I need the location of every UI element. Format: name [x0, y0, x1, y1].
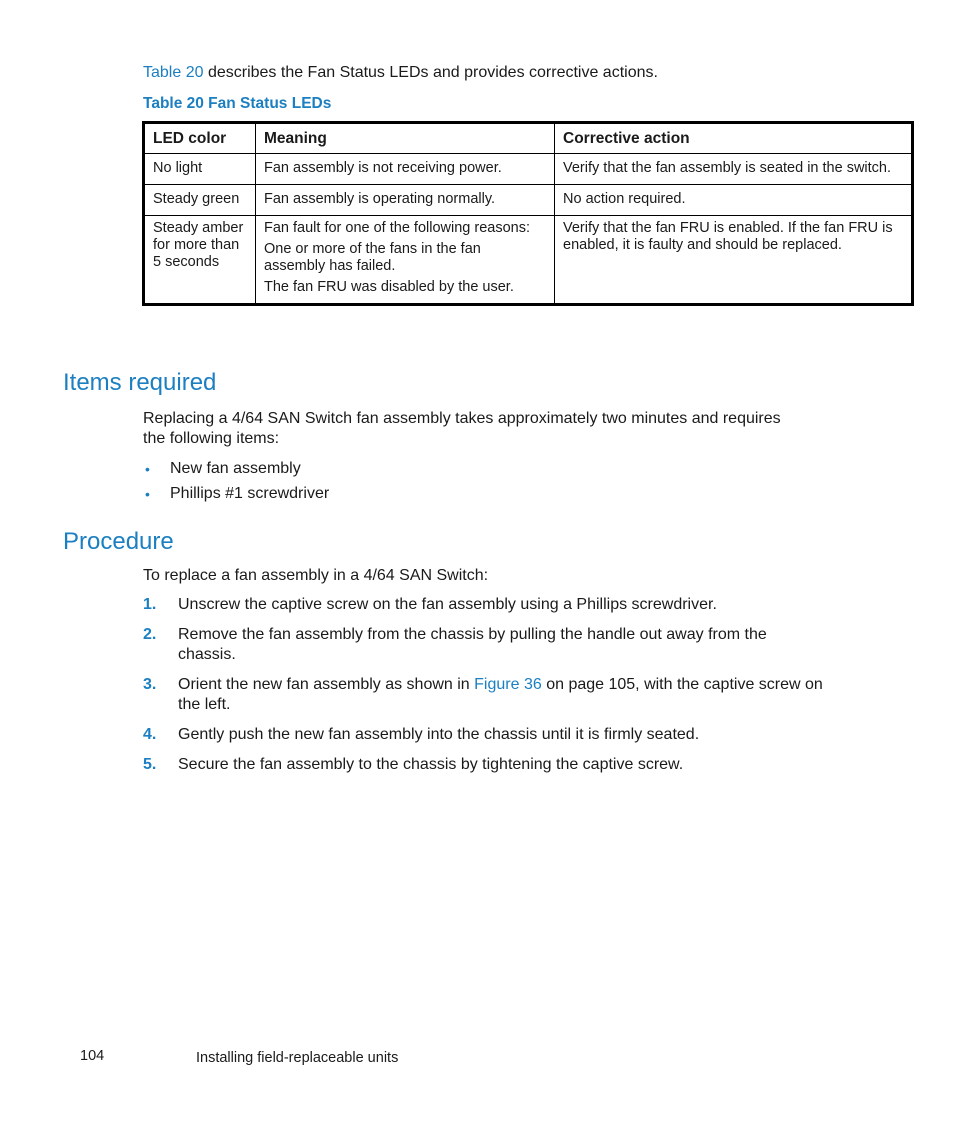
figure-36-link[interactable]: Figure 36 — [474, 676, 542, 693]
meaning-cell — [256, 216, 555, 305]
step-number: 4. — [143, 726, 157, 743]
step-text: Remove the fan assembly from the chassis by pulling the handle out away from the chassis. — [178, 626, 767, 663]
led-color-cell: Steady amber for more than 5 seconds — [144, 216, 256, 305]
step-text: Secure the fan assembly to the chassis by tightening the captive screw. — [178, 756, 684, 773]
step-number: 3. — [143, 676, 157, 693]
meaning-cell — [256, 185, 555, 216]
table-caption: Table 20 Fan Status LEDs — [143, 95, 332, 112]
action-cell: Verify that the fan FRU is enabled. If the fan FRU is enabled, it is faulty and should be replaced. — [555, 216, 913, 305]
step-text: Unscrew the captive screw on the fan assembly using a Phillips screwdriver. — [178, 596, 717, 613]
meaning-cell — [256, 154, 555, 185]
table-20-link[interactable]: Table 20 — [143, 64, 204, 81]
table-row — [144, 185, 913, 216]
step-text-after: on page 105, with the captive screw on the left. — [178, 676, 823, 713]
action-cell: Verify that the fan assembly is seated in the switch. — [555, 154, 913, 185]
bullet-icon: • — [145, 461, 150, 477]
meaning-text: One or more of the fans in the fan assembly has failed. — [264, 241, 481, 274]
table-row — [144, 154, 913, 185]
step-text-before: Orient the new fan assembly as shown in — [178, 676, 475, 693]
items-required-text: Replacing a 4/64 SAN Switch fan assembly takes approximately two minutes and requires the following items: — [143, 410, 781, 447]
step-item — [143, 625, 823, 665]
footer-chapter-title: Installing field-replaceable units — [196, 1050, 399, 1066]
meaning-text: Fan assembly is operating normally. — [264, 191, 496, 207]
led-color-cell: No light — [144, 154, 256, 185]
procedure-heading: Procedure — [63, 528, 174, 555]
step-item — [143, 725, 823, 745]
list-item-text: New fan assembly — [170, 460, 301, 477]
meaning-text: The fan FRU was disabled by the user. — [264, 279, 514, 295]
table-header-row — [144, 123, 913, 154]
step-number: 5. — [143, 756, 157, 773]
intro-text: describes the Fan Status LEDs and provides corrective actions. — [203, 64, 658, 81]
step-item — [143, 755, 823, 775]
items-required-heading: Items required — [63, 369, 217, 396]
meaning-text: Fan fault for one of the following reasons: — [264, 220, 530, 236]
step-number: 2. — [143, 626, 157, 643]
list-item — [143, 483, 329, 508]
list-item — [143, 458, 329, 483]
intro-paragraph — [143, 64, 658, 82]
fan-status-table — [142, 121, 914, 306]
meaning-text: Fan assembly is not receiving power. — [264, 160, 502, 176]
table-row — [144, 216, 913, 305]
step-item — [143, 675, 823, 715]
items-list — [143, 458, 329, 508]
bullet-icon: • — [145, 486, 150, 502]
action-cell: No action required. — [555, 185, 913, 216]
step-number: 1. — [143, 596, 157, 613]
step-text: Gently push the new fan assembly into the chassis until it is firmly seated. — [178, 726, 700, 743]
procedure-intro: To replace a fan assembly in a 4/64 SAN Switch: — [143, 567, 489, 584]
led-color-cell: Steady green — [144, 185, 256, 216]
page-number: 104 — [80, 1048, 105, 1064]
list-item-text: Phillips #1 screwdriver — [170, 485, 330, 502]
procedure-steps — [143, 595, 823, 785]
header-meaning: Meaning — [256, 123, 555, 154]
step-item — [143, 595, 823, 615]
header-led-color: LED color — [144, 123, 256, 154]
header-corrective-action: Corrective action — [555, 123, 913, 154]
